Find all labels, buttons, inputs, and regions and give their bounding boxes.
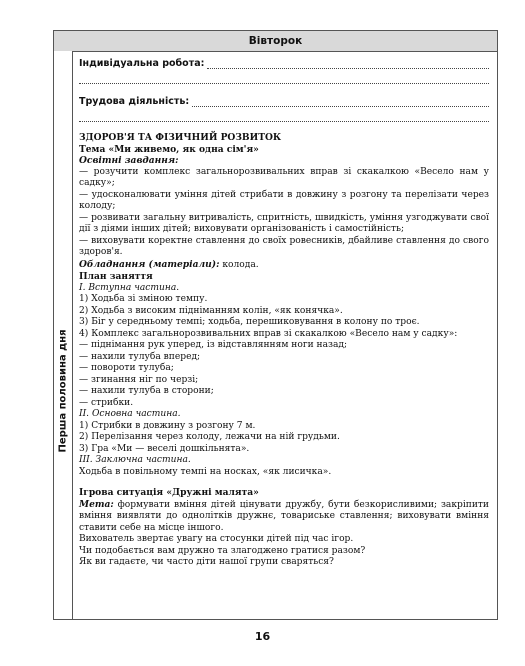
plan-step: 2) Ходьба з високим підніманням колін, «як конячка». (79, 305, 343, 316)
labor-activity-label: Трудова діяльність: (79, 95, 190, 107)
plan-step: 3) Гра «Ми — веселі дошкільнята». (79, 443, 250, 454)
tasks-label: Освітні завдання: (79, 155, 179, 166)
plan-step: — нахили тулуба в сторони; (79, 386, 214, 396)
plan-step: 2) Перелізання через колоду, лежачи на ній грудьми. (79, 432, 340, 442)
page-number: 16 (254, 630, 271, 643)
equipment-label: Обладнання (матеріали): (79, 258, 220, 270)
task-item: — розвивати загальну витривалість, спритність, швидкість, уміння узгоджувати свої дії з діями інших дітей; виховувати організованість і самостійність; (79, 212, 489, 234)
individual-work-row (79, 56, 489, 69)
plan-step: — повороти тулуба; (79, 363, 174, 373)
part2-title: II. Основна частина. (79, 409, 181, 419)
plan-sheet (53, 30, 498, 620)
dotted-line (79, 69, 489, 84)
task-item: — виховувати коректне ставлення до своїх ровесників, дбайливе ставлення до свого здоров'я. (79, 235, 489, 257)
closing-line: Як ви гадаєте, чи часто діти нашої групи сваряться? (79, 557, 334, 567)
plan-step: — згинання ніг по черзі; (79, 374, 199, 385)
task-item: — розучити комплекс загальнорозвивальних вправ зі скакалкою «Весело нам у садку»; (79, 166, 489, 188)
plan-step: Ходьба в повільному темпі на носках, «як лисичка». (79, 466, 332, 477)
part1-title: I. Вступна частина. (79, 282, 180, 293)
dotted-line (192, 97, 489, 107)
game-title: Ігрова ситуація «Дружні малята» (79, 487, 259, 498)
plan-step: — піднімання рук уперед, із відставлянням ноги назад; (79, 340, 348, 350)
closing-line: Чи подобається вам дружно та злагоджено гратися разом? (79, 545, 366, 556)
side-label: Перша половина дня (57, 329, 69, 453)
goal-text: формувати вміння дітей цінувати дружбу, бути безкорисливими; закріпити вміння виявляти до однолітків дружнє, товариське ставлення; виховувати вміння ставити себе на місце іншого. (79, 499, 489, 533)
task-item: — удосконалювати уміння дітей стрибати в довжину з розгону та перелізати через колоду; (79, 189, 489, 211)
equipment-line (79, 259, 489, 272)
plan-step: 1) Ходьба зі зміною темпу. (79, 294, 208, 304)
section-title: ЗДОРОВ'Я ТА ФІЗИЧНИЙ РОЗВИТОК (79, 132, 282, 143)
lesson-theme: Тема «Ми живемо, як одна сім'я» (79, 143, 259, 155)
plan-step: 3) Біг у середньому темпі; ходьба, перешиковування в колону по троє. (79, 317, 420, 327)
closing-line: Вихователь звертає увагу на стосунки дітей під час ігор. (79, 534, 354, 544)
individual-work-label: Індивідуальна робота: (79, 57, 205, 69)
dotted-line (79, 107, 489, 122)
part3-title: III. Заключна частина. (79, 455, 191, 465)
plan-step: 1) Стрибки в довжину з розгону 7 м. (79, 420, 256, 431)
plan-step: 4) Комплекс загальнорозвивальних вправ зі скакалкою «Весело нам у садку»: (79, 328, 458, 339)
side-column (54, 51, 73, 619)
day-header: Вівторок (54, 31, 497, 52)
plan-step: — стрибки. (79, 397, 134, 408)
plan-title: План заняття (79, 271, 153, 282)
labor-activity-row (79, 94, 489, 107)
goal-paragraph (79, 499, 489, 535)
content-area (79, 56, 489, 619)
equipment-value: колода. (222, 259, 259, 270)
dotted-line (207, 59, 489, 69)
goal-label: Мета: (79, 498, 114, 510)
plan-step: — нахили тулуба вперед; (79, 351, 201, 362)
